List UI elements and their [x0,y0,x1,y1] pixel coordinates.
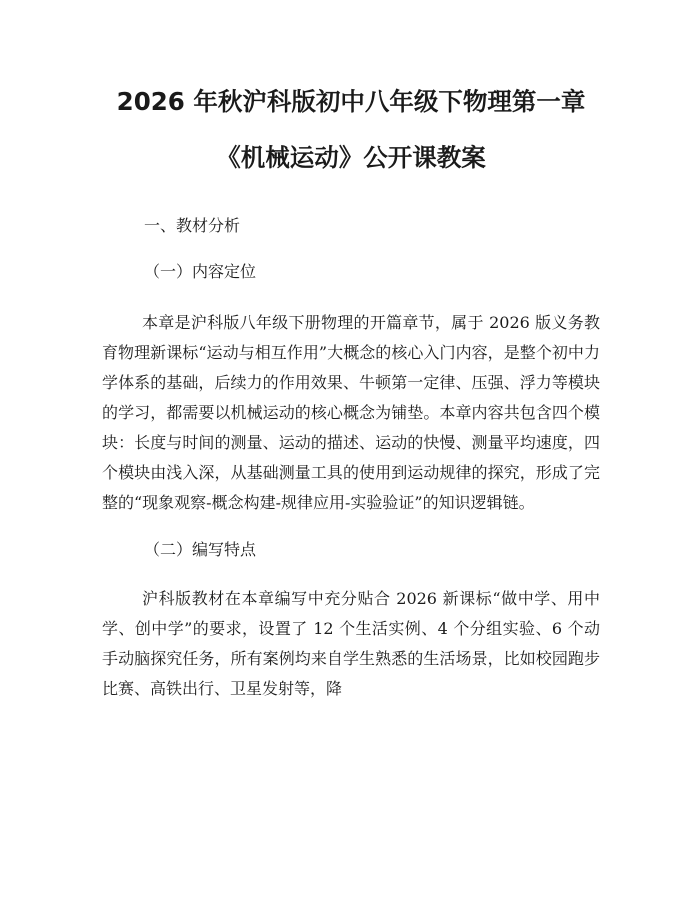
document-title-line-1: 2026 年秋沪科版初中八年级下物理第一章 [116,87,586,116]
paragraph-writing-features: 沪科版教材在本章编写中充分贴合 2026 新课标“做中学、用中学、创中学”的要求，设置了 12 个生活实例、4 个分组实验、6 个动手动脑探究任务，所有案例均来自学生熟悉的生活场景，比如校园跑步比赛、高铁出行、卫星发射等，降 [102,589,600,698]
subsection-heading-writing-features: （二）编写特点 [144,540,257,559]
section-heading-textbook-analysis: 一、教材分析 [144,216,241,235]
subsection-heading-content-positioning: （一）内容定位 [144,262,257,281]
document-title-line-2: 《机械运动》公开课教案 [216,143,486,172]
paragraph-content-positioning: 本章是沪科版八年级下册物理的开篇章节，属于 2026 版义务教育物理新课标“运动与相互作用”大概念的核心入门内容，是整个初中力学体系的基础，后续力的作用效果、牛顿第一定律、压强、浮力等模块的学习，都需要以机械运动的核心概念为铺垫。本章内容共包含四个模块：长度与时间的测量、运动的描述、运动的快慢、测量平均速度，四个模块由浅入深，从基础测量工具的使用到运动规律的探究，形成了完整的“现象观察-概念构建-规律应用-实验验证”的知识逻辑链。 [102,313,600,512]
